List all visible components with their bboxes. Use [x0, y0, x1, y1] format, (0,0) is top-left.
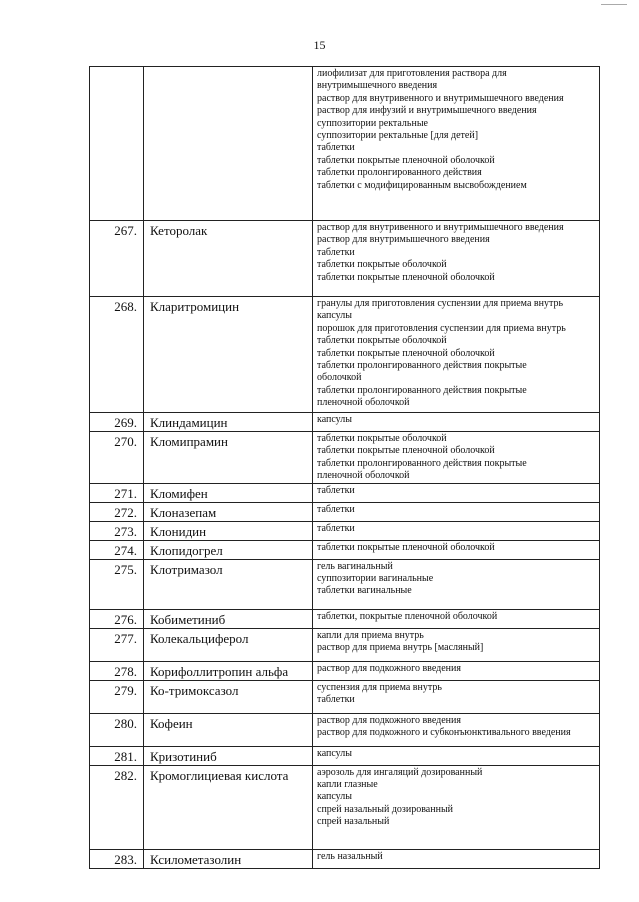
dosage-forms — [313, 609, 600, 628]
dosage-form-line: таблетки покрытые оболочкой — [317, 335, 447, 347]
dosage-form-line: таблетки покрытые пленочной оболочкой — [317, 445, 495, 457]
row-number: 273. — [90, 521, 144, 540]
dosage-form-line: гранулы для приготовления суспензии для приема внутрь — [317, 298, 564, 309]
row-number: 274. — [90, 540, 144, 559]
dosage-form-line: раствор для внутривенного и внутримышечного введения — [317, 92, 564, 104]
table-row — [90, 413, 600, 432]
drug-name: Кризотиниб — [144, 746, 313, 765]
dosage-forms — [313, 559, 600, 609]
table-row — [90, 483, 600, 502]
dosage-form-line: пленочной оболочкой — [317, 470, 410, 482]
dosage-form-line: таблетки покрытые оболочкой — [317, 259, 447, 271]
dosage-form-line: таблетки покрытые пленочной оболочкой — [317, 271, 495, 283]
drug-name: Клотримазол — [144, 559, 313, 609]
table-row — [90, 765, 600, 849]
row-number: 271. — [90, 483, 144, 502]
dosage-forms — [313, 746, 600, 765]
row-number: 276. — [90, 609, 144, 628]
row-number: 269. — [90, 413, 144, 432]
dosage-form-line: таблетки вагинальные — [317, 585, 412, 597]
dosage-forms — [313, 502, 600, 521]
dosage-forms — [313, 540, 600, 559]
drug-name: Кломифен — [144, 483, 313, 502]
row-number: 282. — [90, 765, 144, 849]
dosage-forms — [313, 432, 600, 484]
drug-name: Кломипрамин — [144, 432, 313, 484]
dosage-forms — [313, 483, 600, 502]
dosage-forms — [313, 661, 600, 680]
dosage-forms — [313, 413, 600, 432]
scan-corner-mark — [601, 4, 627, 7]
dosage-form-line: таблетки — [317, 484, 355, 496]
dosage-forms — [313, 713, 600, 746]
dosage-form-line: капсулы — [317, 310, 352, 322]
dosage-forms — [313, 297, 600, 413]
dosage-form-line: капли для приема внутрь — [317, 629, 424, 641]
dosage-form-line: раствор для подкожного и субконъюнктивального введения — [317, 727, 571, 739]
drug-name: Кеторолак — [144, 221, 313, 297]
table-row — [90, 432, 600, 484]
dosage-form-line: суппозитории ректальные [для детей] — [317, 130, 479, 142]
table-row — [90, 628, 600, 661]
dosage-form-line: суппозитории вагинальные — [317, 573, 434, 585]
drug-name: Кларитромицин — [144, 297, 313, 413]
table-row — [90, 297, 600, 413]
drug-name: Ксилометазолин — [144, 849, 313, 868]
table-row — [90, 67, 600, 221]
dosage-form-line: гель вагинальный — [317, 560, 393, 572]
drug-name: Клонидин — [144, 521, 313, 540]
dosage-form-line: таблетки покрытые оболочкой — [317, 433, 447, 444]
dosage-form-line: таблетки — [317, 522, 355, 534]
row-number: 281. — [90, 746, 144, 765]
drug-name — [144, 67, 313, 221]
row-number: 280. — [90, 713, 144, 746]
drug-name: Кофеин — [144, 713, 313, 746]
drug-name: Ко-тримоксазол — [144, 680, 313, 713]
drug-name: Клиндамицин — [144, 413, 313, 432]
dosage-form-line: порошок для приготовления суспензии для приема внутрь — [317, 322, 566, 334]
dosage-forms — [313, 680, 600, 713]
dosage-form-line: суспензия для приема внутрь — [317, 681, 442, 693]
dosage-form-line: таблетки пролонгированного действия покрытые — [317, 360, 527, 372]
dosage-form-line: пленочной оболочкой — [317, 397, 410, 409]
dosage-form-line: раствор для подкожного введения — [317, 662, 461, 674]
dosage-form-line: лиофилизат для приготовления раствора для — [317, 68, 507, 79]
dosage-form-line: аэрозоль для ингаляций дозированный — [317, 766, 483, 778]
drug-table-body — [90, 67, 600, 869]
dosage-form-line: таблетки, покрытые пленочной оболочкой — [317, 610, 498, 622]
dosage-forms — [313, 765, 600, 849]
dosage-form-line: капсулы — [317, 747, 352, 759]
dosage-form-line: раствор для подкожного введения — [317, 714, 461, 726]
dosage-form-line: раствор для инфузий и внутримышечного введения — [317, 105, 537, 117]
dosage-forms — [313, 221, 600, 297]
drug-name: Корифоллитропин альфа — [144, 661, 313, 680]
table-row — [90, 680, 600, 713]
dosage-form-line: оболочкой — [317, 372, 362, 384]
drug-name: Клопидогрел — [144, 540, 313, 559]
dosage-form-line: спрей назальный — [317, 816, 390, 828]
dosage-forms — [313, 628, 600, 661]
drug-name: Клоназепам — [144, 502, 313, 521]
table-row — [90, 609, 600, 628]
dosage-form-line: капли глазные — [317, 779, 378, 791]
row-number: 267. — [90, 221, 144, 297]
dosage-form-line: таблетки — [317, 246, 355, 258]
dosage-form-line: таблетки — [317, 694, 355, 706]
dosage-form-line: таблетки с модифицированным высвобождением — [317, 179, 527, 191]
row-number: 283. — [90, 849, 144, 868]
dosage-form-line: капсулы — [317, 414, 352, 425]
row-number: 270. — [90, 432, 144, 484]
dosage-form-line: спрей назальный дозированный — [317, 803, 454, 815]
dosage-form-line: раствор для приема внутрь [масляный] — [317, 642, 484, 654]
table-row — [90, 221, 600, 297]
dosage-forms — [313, 521, 600, 540]
dosage-form-line: таблетки пролонгированного действия покрытые — [317, 457, 527, 469]
dosage-forms — [313, 849, 600, 868]
row-number: 279. — [90, 680, 144, 713]
page-number: 15 — [313, 38, 326, 52]
drug-table — [89, 66, 600, 869]
table-row — [90, 713, 600, 746]
dosage-form-line: таблетки покрытые пленочной оболочкой — [317, 154, 495, 166]
dosage-form-line: таблетки покрытые пленочной оболочкой — [317, 347, 495, 359]
table-row — [90, 540, 600, 559]
table-row — [90, 559, 600, 609]
dosage-form-line: раствор для внутримышечного введения — [317, 234, 490, 246]
dosage-form-line: таблетки — [317, 142, 355, 154]
table-row — [90, 661, 600, 680]
drug-name: Кромоглициевая кислота — [144, 765, 313, 849]
row-number: 268. — [90, 297, 144, 413]
drug-name: Колекальциферол — [144, 628, 313, 661]
table-row — [90, 746, 600, 765]
dosage-form-line: таблетки пролонгированного действия — [317, 167, 482, 179]
dosage-form-line: раствор для внутривенного и внутримышечного введения — [317, 222, 564, 233]
row-number: 275. — [90, 559, 144, 609]
table-row — [90, 502, 600, 521]
dosage-form-line: таблетки пролонгированного действия покрытые — [317, 384, 527, 396]
dosage-form-line: суппозитории ректальные — [317, 117, 428, 129]
table-row — [90, 849, 600, 868]
row-number: 277. — [90, 628, 144, 661]
drug-name: Кобиметиниб — [144, 609, 313, 628]
dosage-form-line: таблетки покрытые пленочной оболочкой — [317, 541, 495, 553]
table-row — [90, 521, 600, 540]
dosage-form-line: таблетки — [317, 503, 355, 515]
row-number — [90, 67, 144, 221]
dosage-form-line: внутримышечного введения — [317, 80, 438, 92]
dosage-form-line: капсулы — [317, 791, 352, 803]
dosage-form-line: гель назальный — [317, 850, 383, 862]
row-number: 278. — [90, 661, 144, 680]
row-number: 272. — [90, 502, 144, 521]
dosage-forms — [313, 67, 600, 221]
